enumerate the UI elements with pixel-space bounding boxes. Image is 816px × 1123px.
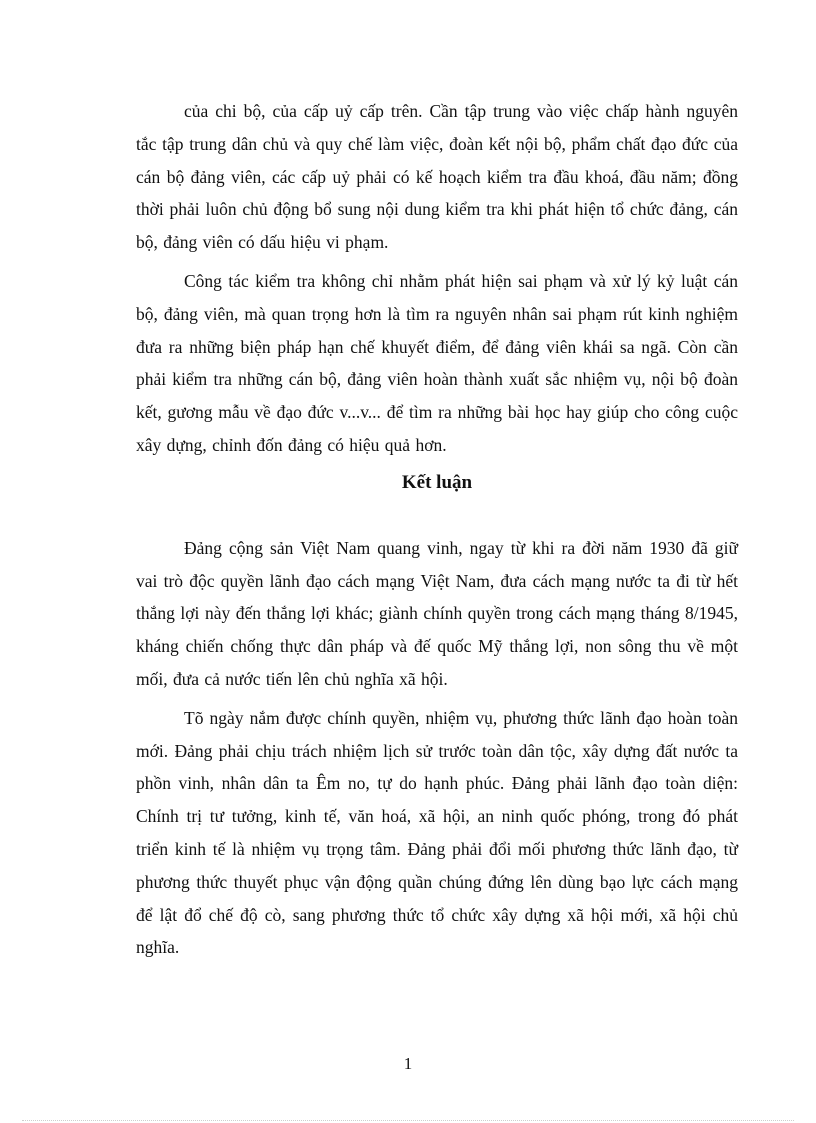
page-number: 1 xyxy=(403,1054,413,1073)
page-bottom-edge xyxy=(22,1120,794,1121)
body-paragraph: của chi bộ, của cấp uỷ cấp trên. Cần tập trung vào việc chấp hành nguyên tắc tập trung dân chủ và quy chế làm việc, đoàn kết nội bộ, phẩm chất đạo đức của cán bộ đảng viên, các cấp uỷ phải có kế hoạch kiểm tra đầu khoá, đầu năm; đồng thời phải luôn chủ động bổ sung nội dung kiểm tra khi phát hiện tổ chức đảng, cán bộ, đảng viên có dấu hiệu vi phạm. xyxy=(136,101,738,253)
section-heading: Kết luận xyxy=(401,471,473,493)
body-paragraph: Đảng cộng sản Việt Nam quang vinh, ngay từ khi ra đời năm 1930 đã giữ vai trò độc quyền lãnh đạo cách mạng Việt Nam, đưa cách mạng nước ta đi từ hết thắng lợi này đến thắng lợi khác; giành chính quyền trong cách mạng tháng 8/1945, kháng chiến chống thực dân pháp và đế quốc Mỹ thắng lợi, non sông thu về một mối, đưa cả nước tiến lên chủ nghĩa xã hội. xyxy=(136,537,738,689)
body-paragraph: Tõ ngày nắm được chính quyền, nhiệm vụ, phương thức lãnh đạo hoàn toàn mới. Đảng phải chịu trách nhiệm lịch sử trước toàn dân tộc, xây dựng đất nước ta phồn vinh, nhân dân ta Êm no, tự do hạnh phúc. Đảng phải lãnh đạo toàn diện: Chính trị tư tưởng, kinh tế, văn hoá, xã hội, an ninh quốc phóng, trong đó phát triển kinh tế là nhiệm vụ trọng tâm. Đảng phải đổi mối phương thức lãnh đạo, từ phương thức thuyết phục vận động quần chúng đứng lên dùng bạo lực cách mạng để lật đổ chế độ cò, sang phương thức tổ chức xây dựng xã hội mới, xã hội chủ nghĩa. xyxy=(136,707,738,958)
document-body xyxy=(136,95,738,970)
body-paragraph: Công tác kiểm tra không chỉ nhằm phát hiện sai phạm và xử lý kỷ luật cán bộ, đảng viên, mà quan trọng hơn là tìm ra nguyên nhân sai phạm rút kinh nghiệm đưa ra những biện pháp hạn chế khuyết điểm, để đảng viên khái sa ngã. Còn cần phải kiểm tra những cán bộ, đảng viên hoàn thành xuất sắc nhiệm vụ, nội bộ đoàn kết, gương mẫu về đạo đức v...v... để tìm ra những bài học hay giúp cho công cuộc xây dựng, chỉnh đốn đảng có hiệu quả hơn. xyxy=(136,270,738,455)
